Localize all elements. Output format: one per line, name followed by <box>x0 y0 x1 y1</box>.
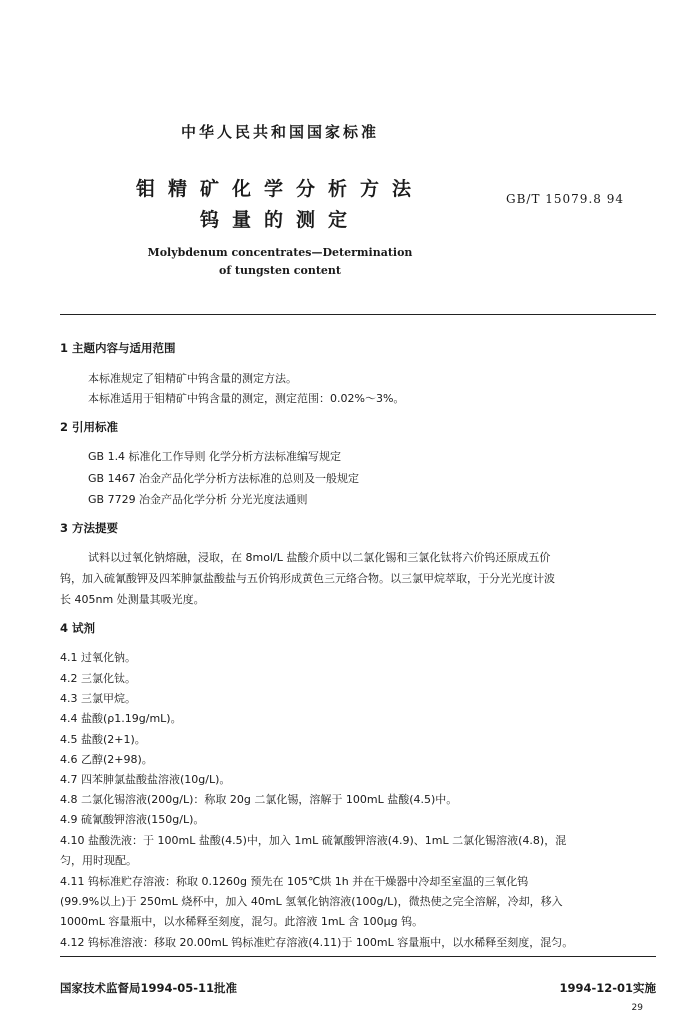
approval-date: 国家技术监督局1994-05-11批准 <box>60 981 238 995</box>
method-summary-line-2: 钨，加入硫氰酸钾及四苯胂氯盐酸盐与五价钨形成黄色三元络合物。以三氯甲烷萃取，于分光光度计波 <box>60 572 555 585</box>
standard-title: 中华人民共和国国家标准 <box>180 123 379 141</box>
implementation-date: 1994-12-01实施 <box>559 981 656 995</box>
section-1-paragraph-2: 本标准适用于钼精矿中钨含量的测定，测定范围：0.02%～3%。 <box>88 392 405 405</box>
reference-standard-2: GB 1467 冶金产品化学分析方法标准的总则及一般规定 <box>88 472 360 485</box>
reagent-4-11-line-3: 1000mL 容量瓶中，以水稀释至刻度，混匀。此溶液 1mL 含 100μg 钨。 <box>60 915 424 928</box>
method-summary-line-3: 长 405nm 处测量其吸光度。 <box>60 593 205 606</box>
header-divider <box>60 314 656 315</box>
reagent-item: 4.1 过氧化钠。 <box>60 651 136 664</box>
english-title-line1: Molybdenum concentrates—Determination <box>147 246 413 259</box>
method-summary-line-1: 试料以过氧化钠熔融，浸取，在 8mol/L 盐酸介质中以二氯化锡和三氯化钛将六价钨还原成五价 <box>88 551 551 564</box>
document-title-line1: 钼精矿化学分析方法 <box>135 178 424 200</box>
reagent-4-10-line-2: 匀，用时现配。 <box>60 854 137 867</box>
page-number: 29 <box>631 1003 643 1013</box>
reagent-4-10-line-1: 4.10 盐酸洗液：于 100mL 盐酸(4.5)中，加入 1mL 硫氰酸钾溶液(4.9)、1mL 二氯化锡溶液(4.8)，混 <box>60 834 567 847</box>
document-title-line2: 钨量的测定 <box>199 209 360 231</box>
reagent-4-11-line-2: (99.9%以上)于 250mL 烧杯中，加入 40mL 氢氧化钠溶液(100g/L)，微热使之完全溶解，冷却，移入 <box>60 895 563 908</box>
english-title-line2: of tungsten content <box>219 264 341 277</box>
reference-standard-3: GB 7729 冶金产品化学分析 分光光度法通则 <box>88 493 308 506</box>
section-3-heading: 3 方法提要 <box>60 521 119 535</box>
footer-divider <box>60 956 656 957</box>
reagent-4-11-line-1: 4.11 钨标准贮存溶液：称取 0.1260g 预先在 105℃烘 1h 并在干燥器中冷却至室温的三氧化钨 <box>60 875 529 888</box>
reagent-item: 4.6 乙醇(2+98)。 <box>60 753 153 766</box>
reagent-item: 4.7 四苯胂氯盐酸盐溶液(10g/L)。 <box>60 773 231 786</box>
section-1-paragraph-1: 本标准规定了钼精矿中钨含量的测定方法。 <box>88 372 297 385</box>
reagent-4-12-line-1: 4.12 钨标准溶液：移取 20.00mL 钨标准贮存溶液(4.11)于 100mL 容量瓶中，以水稀释至刻度，混匀。 <box>60 936 574 949</box>
reagent-item: 4.8 二氯化锡溶液(200g/L)：称取 20g 二氯化锡，溶解于 100mL 盐酸(4.5)中。 <box>60 793 458 806</box>
reagent-item: 4.5 盐酸(2+1)。 <box>60 733 146 746</box>
standard-code: GB/T 15079.8 94 <box>506 192 624 206</box>
reagent-item: 4.9 硫氰酸钾溶液(150g/L)。 <box>60 813 205 826</box>
section-1-heading: 1 主题内容与适用范围 <box>60 341 176 355</box>
section-4-heading: 4 试剂 <box>60 621 96 635</box>
reference-standard-1: GB 1.4 标准化工作导则 化学分析方法标准编写规定 <box>88 450 342 463</box>
reagent-item: 4.2 三氯化钛。 <box>60 672 136 685</box>
section-2-heading: 2 引用标准 <box>60 420 119 434</box>
reagent-item: 4.4 盐酸(ρ1.19g/mL)。 <box>60 712 182 725</box>
reagent-item: 4.3 三氯甲烷。 <box>60 692 136 705</box>
